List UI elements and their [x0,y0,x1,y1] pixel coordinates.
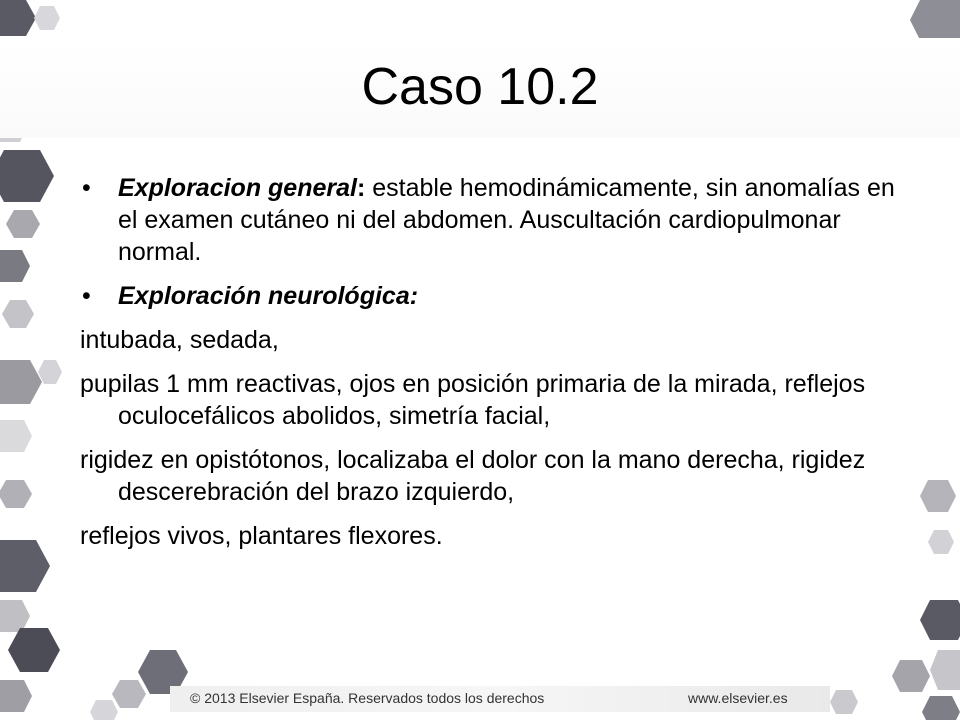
bullet-lead: Exploracion general [118,174,357,202]
paragraph-pupilas: pupilas 1 mm reactivas, ojos en posición primaria de la mirada, reflejos oculocefálicos abolidos, simetría facial, [80,370,866,430]
paragraph-intubada: intubada, sedada, [80,326,279,354]
bullet-lead: Exploración neurológica: [118,282,419,310]
footer-copyright: © 2013 Elsevier España. Reservados todos los derechos [190,690,545,706]
paragraph-reflejos: reflejos vivos, plantares flexores. [80,522,443,550]
paragraph-rigidez: rigidez en opistótonos, localizaba el dolor con la mano derecha, rigidez descerebración del brazo izquierdo, [80,446,866,506]
bullet-exploracion-neurologica [80,280,920,312]
bullet-text: estable hemodinámicamente, sin anomalías en el examen cutáneo ni del abdomen. Auscultación cardiopulmonar normal. [118,174,895,266]
slide-title: Caso 10.2 [361,58,599,116]
bullet-colon: : [356,174,366,202]
bullet-exploracion-general [80,172,920,268]
slide-body [80,172,920,564]
footer-website: www.elsevier.es [688,690,788,706]
